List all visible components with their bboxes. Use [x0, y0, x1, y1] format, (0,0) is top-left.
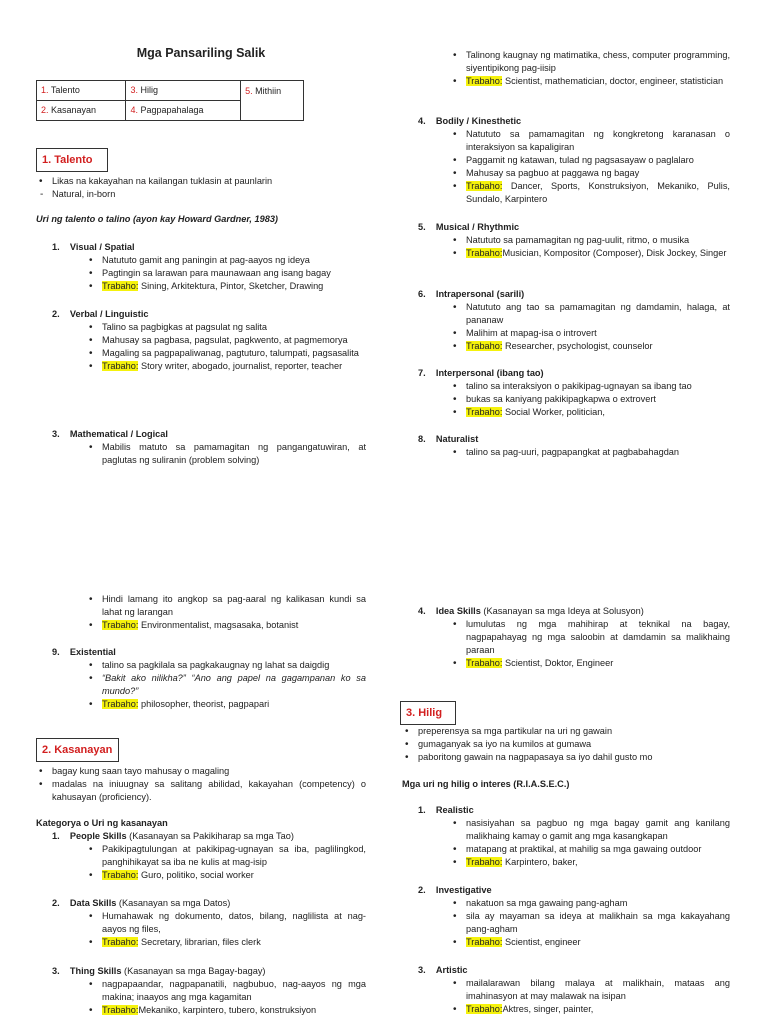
list-item: • nakatuon sa mga gawaing pang-agham — [450, 897, 730, 910]
naturalist-continued — [52, 593, 366, 632]
item-thing-skills: 3. Thing Skills (Kasanayan sa mga Bagay-bagay) • nagpapaandar, nagpapanatili, nagbubuo, nag-aayos ng mga makina; inaayos ang mga kagamitan • Trabaho:Mekaniko, karpintero, tubero, konstruksiyon — [52, 965, 366, 1017]
uri-ng-talento-heading: Uri ng talento o talino (ayon kay Howard Gardner, 1983) — [36, 214, 278, 224]
list-item: • nasisiyahan sa pagbuo ng mga bagay gamit ang kanilang malikhaing kamay o gamit ang mga kasangkapan — [450, 817, 730, 843]
list-item: • Paggamit ng katawan, tulad ng pagsasayaw o paglalaro — [450, 154, 730, 167]
item-bodily-kinesthetic: 4. Bodily / Kinesthetic • Natututo sa pamamagitan ng kongkretong karanasan o interaksiyon sa kapaligiran • Paggamit ng katawan, tulad ng pagsasayaw o paglalaro • Mahusay sa pagbuo at paggawa ng bagay • Trabaho: Dancer, Sports, Konstruksiyon, Mekaniko, Pulis, Sundalo, Karpintero — [418, 115, 730, 206]
item-people-skills: 1. People Skills (Kasanayan sa Pakikiharap sa mga Tao) • Pakikipagtulungan at pakikipag-ugnayan sa iba, paglilingkod, panghihikayat sa iba ne kulis at mag-isip • Trabaho: Guro, politiko, social worker — [52, 830, 366, 882]
list-item: • Natututo ang tao sa pamamagitan ng damdamin, halaga, at pananaw — [450, 301, 730, 327]
list-item: - Natural, in-born — [36, 188, 366, 201]
list-item: • talino sa pag-uuri, pagpapangkat at pagbabahagdan — [450, 446, 730, 459]
page-title: Mga Pansariling Salik — [136, 46, 266, 60]
list-item: • sila ay mayaman sa ideya at malikhain sa mga kakayahang pang-agham — [450, 910, 730, 936]
list-item: • paboritong gawain na nagpapasaya sa iyo dahil gusto mo — [402, 751, 730, 764]
item-existential: 9. Existential • talino sa pagkilala sa pagkakaugnay ng lahat sa daigdig • “Bakit ako nilikha?” “Ano ang papel na gagampanan ko sa mundo?” • Trabaho: philosopher, theorist, pagpapari — [52, 646, 366, 711]
list-item: • Natututo gamit ang paningin at pag-aayos ng ideya — [86, 254, 366, 267]
list-item: • mailalarawan bilang malaya at malikhain, mataas ang imahinasyon at may malawak na isipan — [450, 977, 730, 1003]
list-item: • bukas sa kaniyang pakikipagkapwa o extrovert — [450, 393, 730, 406]
list-item: • Trabaho: Scientist, engineer — [450, 936, 730, 949]
list-item: • Pagtingin sa larawan para maunawaan ang isang bagay — [86, 267, 366, 280]
list-item: • “Bakit ako nilikha?” “Ano ang papel na gagampanan ko sa mundo?” — [86, 672, 366, 698]
list-item: • preperensya sa mga partikular na uri ng gawain — [402, 725, 730, 738]
uri-ng-hilig-heading: Mga uri ng hilig o interes (R.I.A.S.E.C.) — [402, 779, 570, 789]
list-item: • Trabaho:Aktres, singer, painter, — [450, 1003, 730, 1016]
list-item: • matapang at praktikal, at mahilig sa mga gawaing outdoor — [450, 843, 730, 856]
list-item: • Trabaho: Scientist, mathematician, doctor, engineer, statistician — [450, 75, 730, 88]
section-heading-talento: 1. Talento — [36, 148, 108, 172]
list-item: • nagpapaandar, nagpapanatili, nagbubuo, nag-aayos ng mga makina; inaayos ang mga kagamitan — [86, 978, 366, 1004]
list-item: • Natututo sa pamamagitan ng pag-uulit, ritmo, o musika — [450, 234, 730, 247]
list-item: • Likas na kakayahan na kailangan tuklasin at paunlarin — [36, 175, 366, 188]
list-item: • Malihim at mapag-isa o introvert — [450, 327, 730, 340]
summary-cell-kasanayan: 2. Kasanayan — [37, 101, 126, 121]
item-investigative: 2. Investigative • nakatuon sa mga gawaing pang-agham • sila ay mayaman sa ideya at malikhain sa mga kakayahang pang-agham • Trabaho: Scientist, engineer — [418, 884, 730, 949]
list-item: • Trabaho: Karpintero, baker, — [450, 856, 730, 869]
mathematical-continued — [420, 49, 730, 88]
summary-table — [36, 80, 304, 121]
item-verbal-linguistic: 2. Verbal / Linguistic • Talino sa pagbigkas at pagsulat ng salita • Mahusay sa pagbasa, pagsulat, pagkwento, at pagmemorya • Magaling sa pagpapaliwanag, pagtuturo, talumpati, pagsasalita • Trabaho: Story writer, abogado, journalist, reporter, teacher — [52, 308, 366, 373]
item-idea-skills: 4. Idea Skills (Kasanayan sa mga Ideya at Solusyon) • lumulutas ng mga mahihirap at teknikal na bagay, nagpapahayag ng mga saloobin at damdamin sa malikhaing paraan • Trabaho: Scientist, Doktor, Engineer — [418, 605, 730, 670]
list-item: • Trabaho:Mekaniko, karpintero, tubero, konstruksiyon — [86, 1004, 366, 1017]
list-item: • Trabaho:Musician, Kompositor (Composer), Disk Jockey, Singer — [450, 247, 730, 260]
item-naturalist: 8. Naturalist • talino sa pag-uuri, pagpapangkat at pagbabahagdan — [418, 433, 730, 459]
list-item: • Humahawak ng dokumento, datos, bilang, naglilista at nag-aayos ng files, — [86, 910, 366, 936]
list-item: • Pakikipagtulungan at pakikipag-ugnayan sa iba, paglilingkod, panghihikayat sa iba ne kulis at mag-isip — [86, 843, 366, 869]
list-item: • Trabaho: Environmentalist, magsasaka, botanist — [86, 619, 366, 632]
list-item: • Mahusay sa pagbuo at paggawa ng bagay — [450, 167, 730, 180]
list-item: • Trabaho: Secretary, librarian, files clerk — [86, 936, 366, 949]
list-item: • Trabaho: philosopher, theorist, pagpapari — [86, 698, 366, 711]
kategorya-heading: Kategorya o Uri ng kasanayan — [36, 818, 168, 828]
list-item: • Trabaho: Guro, politiko, social worker — [86, 869, 366, 882]
list-item: • Trabaho: Researcher, psychologist, counselor — [450, 340, 730, 353]
list-item: • Natututo sa pamamagitan ng kongkretong karanasan o interaksiyon sa kapaligiran — [450, 128, 730, 154]
item-realistic: 1. Realistic • nasisiyahan sa pagbuo ng mga bagay gamit ang kanilang malikhaing kamay o gamit ang mga kasangkapan • matapang at praktikal, at mahilig sa mga gawaing outdoor • Trabaho: Karpintero, baker, — [418, 804, 730, 869]
list-item: • Trabaho: Scientist, Doktor, Engineer — [450, 657, 730, 670]
item-artistic: 3. Artistic • mailalarawan bilang malaya at malikhain, mataas ang imahinasyon at may malawak na isipan • Trabaho:Aktres, singer, painter, — [418, 964, 730, 1016]
list-item: • Trabaho: Story writer, abogado, journalist, reporter, teacher — [86, 360, 366, 373]
list-item: • Trabaho: Social Worker, politician, — [450, 406, 730, 419]
item-intrapersonal: 6. Intrapersonal (sarili) • Natututo ang tao sa pamamagitan ng damdamin, halaga, at pananaw • Malihim at mapag-isa o introvert • Trabaho: Researcher, psychologist, counselor — [418, 288, 730, 353]
list-item: • Mahusay sa pagbasa, pagsulat, pagkwento, at pagmemorya — [86, 334, 366, 347]
list-item: • Talinong kaugnay ng matimatika, chess, computer programming, siyentipikong pag-iisip — [450, 49, 730, 75]
section-heading-kasanayan: 2. Kasanayan — [36, 738, 119, 762]
list-item: • talino sa interaksiyon o pakikipag-ugnayan sa ibang tao — [450, 380, 730, 393]
list-item: • Hindi lamang ito angkop sa pag-aaral ng kalikasan kundi sa lahat ng larangan — [86, 593, 366, 619]
list-item: • gumaganyak sa iyo na kumilos at gumawa — [402, 738, 730, 751]
hilig-definition — [402, 725, 730, 764]
list-item: • Trabaho: Sining, Arkitektura, Pintor, Sketcher, Drawing — [86, 280, 366, 293]
item-mathematical-logical: 3. Mathematical / Logical • Mabilis matuto sa pamamagitan ng pangangatuwiran, at paglutas ng suliranin (problem solving) — [52, 428, 366, 467]
summary-cell-hilig: 3. Hilig — [126, 81, 241, 101]
talento-definition — [36, 175, 366, 201]
item-musical-rhythmic: 5. Musical / Rhythmic • Natututo sa pamamagitan ng pag-uulit, ritmo, o musika • Trabaho:Musician, Kompositor (Composer), Disk Jockey, Singer — [418, 221, 730, 260]
section-heading-hilig: 3. Hilig — [400, 701, 456, 725]
list-item: • Trabaho: Dancer, Sports, Konstruksiyon, Mekaniko, Pulis, Sundalo, Karpintero — [450, 180, 730, 206]
kasanayan-definition — [36, 765, 366, 804]
summary-cell-talento: 1. Talento — [37, 81, 126, 101]
item-visual-spatial: 1. Visual / Spatial • Natututo gamit ang paningin at pag-aayos ng ideya • Pagtingin sa larawan para maunawaan ang isang bagay • Trabaho: Sining, Arkitektura, Pintor, Sketcher, Drawing — [52, 241, 366, 293]
list-item: • talino sa pagkilala sa pagkakaugnay ng lahat sa daigdig — [86, 659, 366, 672]
list-item: • Magaling sa pagpapaliwanag, pagtuturo, talumpati, pagsasalita — [86, 347, 366, 360]
list-item: • madalas na iniuugnay sa salitang abilidad, kakayahan (competency) o kahusayan (proficiency). — [36, 778, 366, 804]
summary-cell-mithiin: 5. Mithiin — [241, 81, 304, 121]
list-item: • Talino sa pagbigkas at pagsulat ng salita — [86, 321, 366, 334]
list-item: • Mabilis matuto sa pamamagitan ng pangangatuwiran, at paglutas ng suliranin (problem solving) — [86, 441, 366, 467]
summary-cell-pagpapahalaga: 4. Pagpapahalaga — [126, 101, 241, 121]
list-item: • bagay kung saan tayo mahusay o magaling — [36, 765, 366, 778]
list-item: • lumulutas ng mga mahihirap at teknikal na bagay, nagpapahayag ng mga saloobin at damdamin sa malikhaing paraan — [450, 618, 730, 657]
item-data-skills: 2. Data Skills (Kasanayan sa mga Datos) • Humahawak ng dokumento, datos, bilang, naglilista at nag-aayos ng files, • Trabaho: Secretary, librarian, files clerk — [52, 897, 366, 949]
item-interpersonal: 7. Interpersonal (ibang tao) • talino sa interaksiyon o pakikipag-ugnayan sa ibang tao • bukas sa kaniyang pakikipagkapwa o extrovert • Trabaho: Social Worker, politician, — [418, 367, 730, 419]
